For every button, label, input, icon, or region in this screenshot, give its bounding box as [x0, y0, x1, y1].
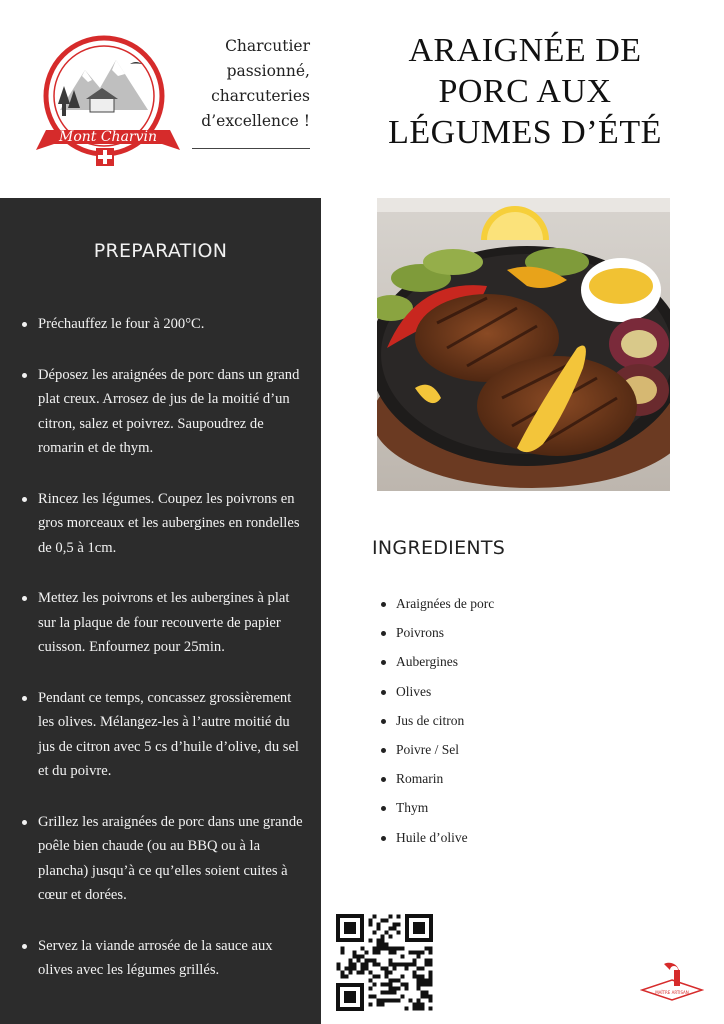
preparation-step: Préchauffez le four à 200°C. — [22, 312, 308, 337]
tagline-line: charcuteries — [211, 87, 310, 105]
title-line: PORC AUX — [438, 73, 612, 110]
ingredients-list — [381, 592, 494, 855]
preparation-step: Servez la viande arrosée de la sauce aux olives avec les légumes grillés. — [22, 934, 308, 983]
tagline-divider — [192, 148, 310, 149]
preparation-step: Déposez les araignées de porc dans un grand plat creux. Arrosez de jus de la moitié d’un citron, salez et poivrez. Saupoudrez de romarin et de thym. — [22, 363, 308, 461]
brand-tagline — [192, 34, 310, 134]
ingredient-item: Jus de citron — [381, 709, 494, 738]
preparation-steps — [22, 312, 308, 983]
preparation-heading: PREPARATION — [93, 240, 228, 262]
preparation-step: Grillez les araignées de porc dans une grande poêle bien chaude (ou au BBQ ou à la plancha) jusqu’à ce qu’elles soient cuites à cœur et dorées. — [22, 810, 308, 908]
preparation-step: Rincez les légumes. Coupez les poivrons en gros morceaux et les aubergines en rondelles de 0,5 à 1cm. — [22, 487, 308, 561]
ingredient-item: Olives — [381, 680, 494, 709]
tagline-line: Charcutier — [225, 37, 310, 55]
qr-code[interactable] — [336, 914, 433, 1011]
tagline-line: d’excellence ! — [201, 112, 310, 130]
grilled-pork-dish-photo — [377, 198, 670, 491]
ingredient-item: Thym — [381, 796, 494, 825]
ingredient-item: Romarin — [381, 767, 494, 796]
ingredient-item: Poivre / Sel — [381, 738, 494, 767]
artisan-logo-text: MAÎTRE ARTISAN — [655, 990, 689, 995]
logo-brand-text: Mont Charvin — [58, 129, 158, 145]
tagline-line: passionné, — [226, 62, 310, 80]
ingredient-item: Araignées de porc — [381, 592, 494, 621]
recipe-title — [360, 30, 690, 153]
title-line: ARAIGNÉE DE — [408, 32, 642, 69]
preparation-step: Pendant ce temps, concassez grossièrement les olives. Mélangez-les à l’autre moitié du jus de citron avec 5 cs d’huile d’olive, du sel et du poivre. — [22, 686, 308, 784]
ingredient-item: Huile d’olive — [381, 826, 494, 855]
ingredient-item: Aubergines — [381, 650, 494, 679]
title-line: LÉGUMES D’ÉTÉ — [388, 114, 662, 151]
mont-charvin-logo — [30, 30, 188, 180]
maitre-artisan-logo — [640, 958, 704, 1004]
preparation-step: Mettez les poivrons et les aubergines à plat sur la plaque de four recouverte de papier cuisson. Enfournez pour 25min. — [22, 586, 308, 660]
ingredient-item: Poivrons — [381, 621, 494, 650]
ingredients-heading: INGREDIENTS — [372, 537, 506, 559]
